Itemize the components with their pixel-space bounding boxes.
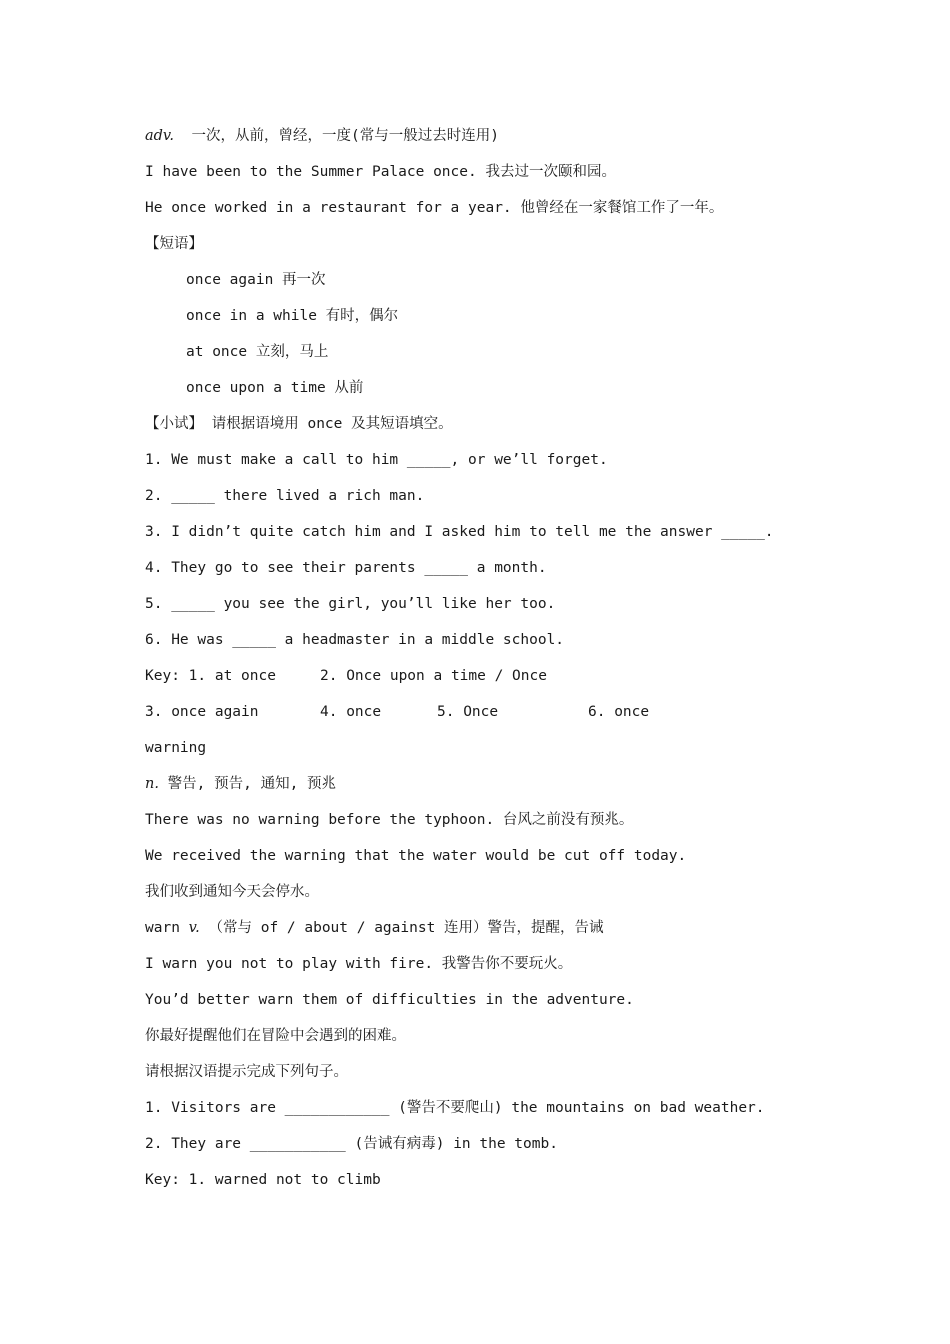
example-sentence: I warn you not to play with fire. 我警告你不要玩火。 [145, 956, 573, 972]
once-definition-line [145, 124, 499, 148]
phrases-heading: 【短语】 [145, 236, 203, 252]
quiz-question: 3. I didn’t quite catch him and I asked him to tell me the answer _____. [145, 524, 774, 540]
example-sentence: There was no warning before the typhoon. 台风之前没有预兆。 [145, 812, 634, 828]
definition-text: 一次，从前，曾经，一度(常与一般过去时连用) [174, 128, 499, 144]
part-of-speech: v. [188, 920, 200, 936]
example-sentence: He once worked in a restaurant for a year. 他曾经在一家餐馆工作了一年。 [145, 200, 724, 216]
answer-key: 5. Once [437, 704, 499, 720]
exercise-heading: 请根据汉语提示完成下列句子。 [145, 1064, 348, 1080]
answer-key: 4. once [320, 704, 382, 720]
answer-key: Key: 1. at once [145, 668, 276, 684]
phrase-item: once in a while 有时，偶尔 [186, 308, 399, 324]
definition-text: 警告, 预告, 通知, 预兆 [158, 776, 337, 792]
answer-key: 6. once [588, 704, 650, 720]
answer-key: 2. Once upon a time / Once [320, 668, 547, 684]
vocabulary-word: warning [145, 740, 207, 756]
definition-text: （常与 of / about / against 连用）警告，提醒，告诫 [199, 920, 604, 936]
example-sentence: You’d better warn them of difficulties in the adventure. [145, 992, 634, 1008]
quiz-question: 2. _____ there lived a rich man. [145, 488, 425, 504]
exercise-question: 1. Visitors are ____________ (警告不要爬山) the mountains on bad weather. [145, 1100, 765, 1116]
vocabulary-word: warn [145, 920, 189, 936]
example-sentence: I have been to the Summer Palace once. 我去过一次颐和园。 [145, 164, 616, 180]
phrase-item: once upon a time 从前 [186, 380, 364, 396]
quiz-question: 1. We must make a call to him _____, or we’ll forget. [145, 452, 608, 468]
answer-key: 3. once again [145, 704, 259, 720]
example-sentence: We received the warning that the water would be cut off today. [145, 848, 687, 864]
warning-definition-line [145, 772, 336, 796]
part-of-speech: n. [145, 776, 159, 792]
exercise-question: 2. They are ___________ (告诫有病毒) in the tomb. [145, 1136, 558, 1152]
quiz-question: 4. They go to see their parents _____ a month. [145, 560, 547, 576]
quiz-question: 6. He was _____ a headmaster in a middle school. [145, 632, 565, 648]
quiz-question: 5. _____ you see the girl, you’ll like her too. [145, 596, 556, 612]
phrase-item: at once 立刻，马上 [186, 344, 329, 360]
answer-key: Key: 1. warned not to climb [145, 1172, 381, 1188]
example-translation: 你最好提醒他们在冒险中会遇到的困难。 [145, 1028, 406, 1044]
part-of-speech: adv. [145, 128, 175, 144]
example-translation: 我们收到通知今天会停水。 [145, 884, 319, 900]
warn-definition-line [145, 916, 604, 940]
phrase-item: once again 再一次 [186, 272, 326, 288]
quiz-heading: 【小试】 请根据语境用 once 及其短语填空。 [145, 416, 453, 432]
